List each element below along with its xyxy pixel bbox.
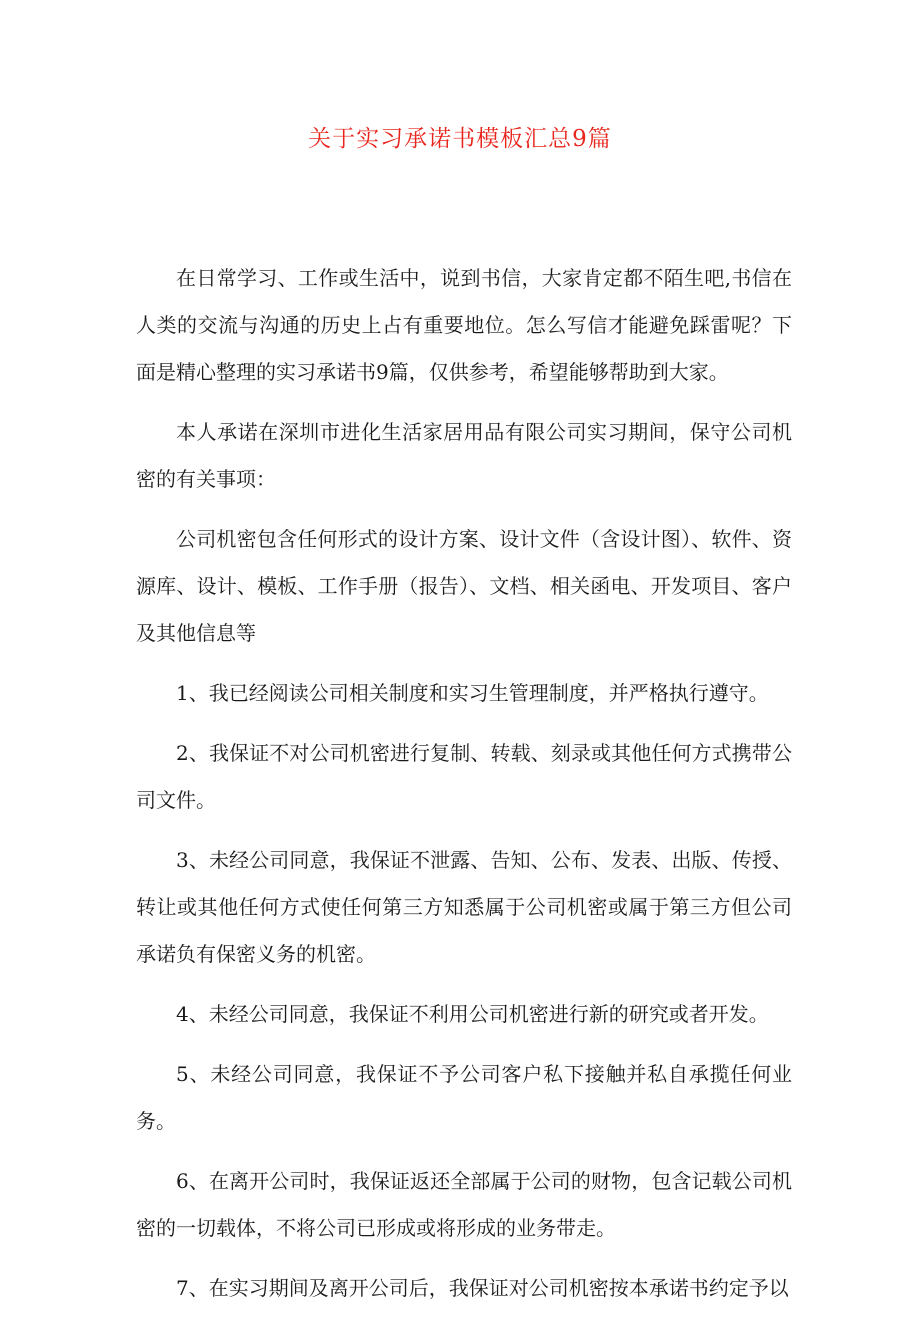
list-item-6: 6、在离开公司时，我保证返还全部属于公司的财物，包含记载公司机密的一切载体，不将公司已形成或将形成的业务带走。	[136, 1169, 792, 1240]
list-item-3: 3、未经公司同意，我保证不泄露、告知、公布、发表、出版、传授、转让或其他任何方式使任何第三方知悉属于公司机密或属于第三方但公司承诺负有保密义务的机密。	[136, 848, 792, 966]
list-item-7: 7、在实习期间及离开公司后，我保证对公司机密按本承诺书约定予以	[176, 1276, 789, 1300]
paragraph-confidential-scope: 公司机密包含任何形式的设计方案、设计文件（含设计图）、软件、资源库、设计、模板、工作手册（报告）、文档、相关函电、开发项目、客户及其他信息等	[136, 527, 792, 645]
list-item-1: 1、我已经阅读公司相关制度和实习生管理制度，并严格执行遵守。	[176, 681, 769, 705]
list-item-5: 5、未经公司同意，我保证不予公司客户私下接触并私自承揽任何业务。	[136, 1062, 792, 1133]
paragraph-commitment: 本人承诺在深圳市进化生活家居用品有限公司实习期间，保守公司机密的有关事项：	[136, 420, 792, 491]
document-body	[136, 255, 792, 1325]
paragraph-intro: 在日常学习、工作或生活中，说到书信，大家肯定都不陌生吧,书信在人类的交流与沟通的历史上占有重要地位。怎么写信才能避免踩雷呢？下面是精心整理的实习承诺书9篇，仅供参考，希望能够帮助到大家。	[136, 266, 792, 384]
list-item-2: 2、我保证不对公司机密进行复制、转载、刻录或其他任何方式携带公司文件。	[136, 741, 792, 812]
page-title: 关于实习承诺书模板汇总9篇	[308, 126, 612, 152]
list-item-4: 4、未经公司同意，我保证不利用公司机密进行新的研究或者开发。	[176, 1002, 769, 1026]
